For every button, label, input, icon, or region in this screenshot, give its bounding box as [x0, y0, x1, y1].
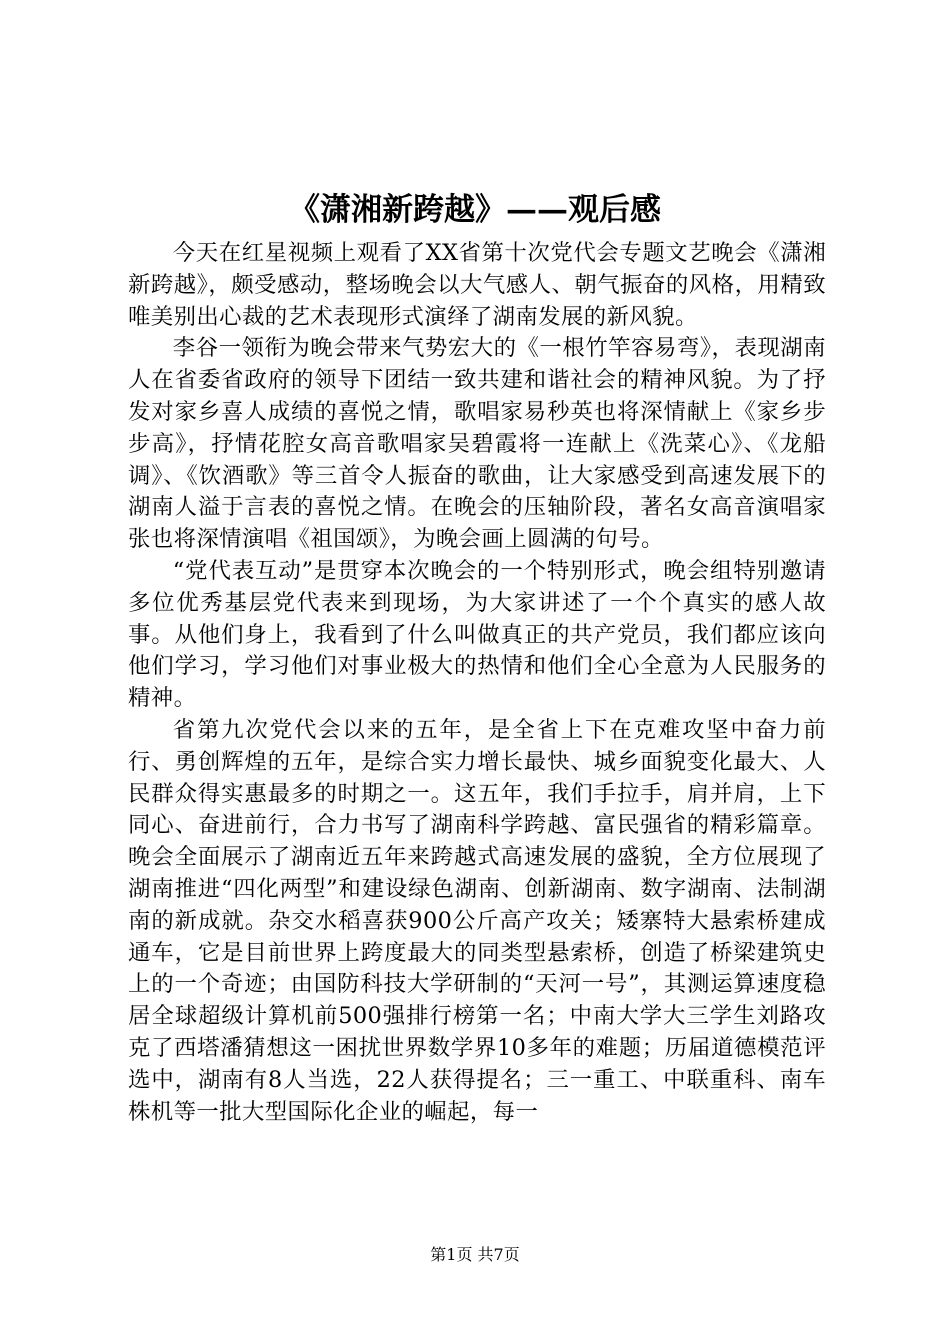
paragraph-3: “党代表互动”是贯穿本次晚会的一个特别形式，晚会组特别邀请多位优秀基层党代表来到现场，为大家讲述了一个个真实的感人故事。从他们身上，我看到了什么叫做真正的共产党员，我们都应该向他们学习，学习他们对事业极大的热情和他们全心全意为人民服务的精神。	[128, 557, 826, 712]
paragraph-4: 省第九次党代会以来的五年，是全省上下在克难攻坚中奋力前行、勇创辉煌的五年，是综合实力增长最快、城乡面貌变化最大、人民群众得实惠最多的时期之一。这五年，我们手拉手，肩并肩，上下同心、奋进前行，合力书写了湖南科学跨越、富民强省的精彩篇章。晚会全面展示了湖南近五年来跨越式高速发展的盛貌，全方位展现了湖南推进“四化两型”和建设绿色湖南、创新湖南、数字湖南、法制湖南的新成就。杂交水稻喜获900公斤高产攻关；矮寨特大悬索桥建成通车，它是目前世界上跨度最大的同类型悬索桥，创造了桥梁建筑史上的一个奇迹；由国防科技大学研制的“天河一号”，其测运算速度稳居全球超级计算机前500强排行榜第一名；中南大学大三学生刘路攻克了西塔潘猜想这一困扰世界数学界10多年的难题；历届道德模范评选中，湖南有8人当选，22人获得提名；三一重工、中联重科、南车株机等一批大型国际化企业的崛起，每一	[128, 716, 826, 1125]
document-body	[128, 238, 826, 1128]
page-footer: 第1页 共7页	[430, 1245, 520, 1264]
paragraph-1: 今天在红星视频上观看了XX省第十次党代会专题文艺晚会《潇湘新跨越》，颇受感动，整场晚会以大气感人、朝气振奋的风格，用精致唯美别出心裁的艺术表现形式演绎了湖南发展的新风貌。	[128, 240, 826, 330]
paragraph-2: 李谷一领衔为晚会带来气势宏大的《一根竹竿容易弯》，表现湖南人在省委省政府的领导下团结一致共建和谐社会的精神风貌。为了抒发对家乡喜人成绩的喜悦之情，歌唱家易秒英也将深情献上《家乡步步高》，抒情花腔女高音歌唱家吴碧霞将一连献上《洗菜心》、《龙船调》、《饮酒歌》等三首令人振奋的歌曲，让大家感受到高速发展下的湖南人溢于言表的喜悦之情。在晚会的压轴阶段，著名女高音演唱家张也将深情演唱《祖国颂》，为晚会画上圆满的句号。	[128, 335, 826, 553]
document-title: 《潇湘新跨越》——观后感	[289, 192, 661, 228]
